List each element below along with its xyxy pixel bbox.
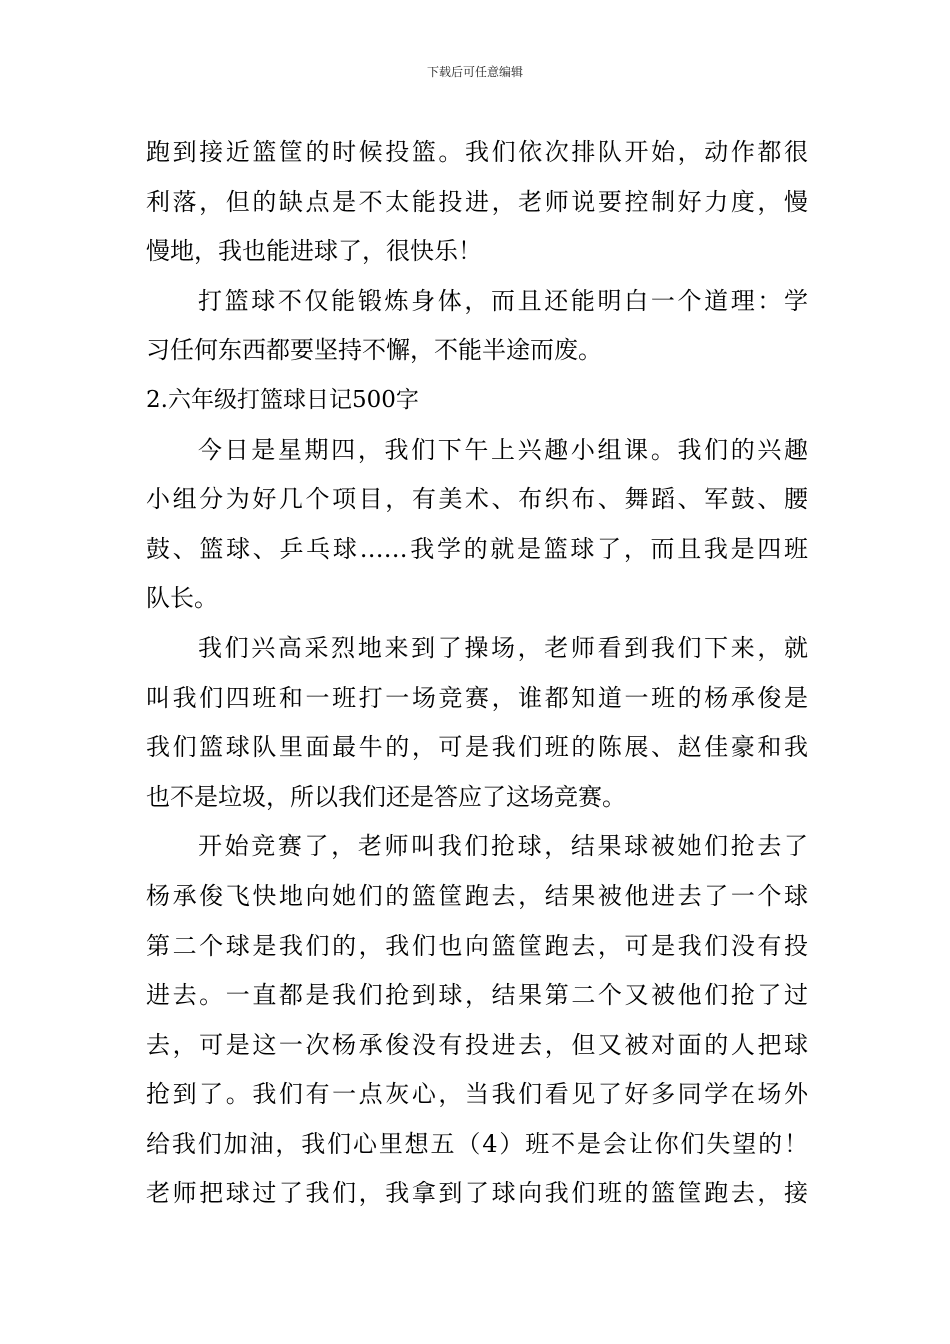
text-line: 老师把球过了我们，我拿到了球向我们班的篮筐跑去，接	[146, 1179, 808, 1208]
text-line: 队长。	[146, 584, 218, 613]
text-line: 打篮球不仅能锻炼身体，而且还能明白一个道理：学	[198, 286, 808, 315]
text-line: 给我们加油，我们心里想五（4）班不是会让你们失望的！	[146, 1129, 808, 1158]
text-line: 也不是垃圾，所以我们还是答应了这场竞赛。	[146, 782, 626, 811]
text-line: 开始竞赛了，老师叫我们抢球，结果球被她们抢去了	[198, 832, 808, 861]
text-line: 慢地，我也能进球了，很快乐！	[146, 237, 482, 266]
text-line: 抢到了。我们有一点灰心，当我们看见了好多同学在场外	[146, 1080, 808, 1109]
text-line: 今日是星期四，我们下午上兴趣小组课。我们的兴趣	[198, 435, 808, 464]
text-line: 第二个球是我们的，我们也向篮筐跑去，可是我们没有投	[146, 931, 808, 960]
text-line: 利落，但的缺点是不太能投进，老师说要控制好力度，慢	[146, 187, 808, 216]
text-line: 小组分为好几个项目，有美术、布织布、舞蹈、军鼓、腰	[146, 485, 808, 514]
text-line: 我们兴高采烈地来到了操场，老师看到我们下来，就	[198, 633, 808, 662]
text-line: 跑到接近篮筐的时候投篮。我们依次排队开始，动作都很	[146, 138, 808, 166]
text-line: 杨承俊飞快地向她们的篮筐跑去，结果被他进去了一个球	[146, 881, 808, 910]
section-heading: 2.六年级打篮球日记500字	[146, 386, 419, 413]
text-line: 我们篮球队里面最牛的，可是我们班的陈展、赵佳豪和我	[146, 733, 808, 762]
document-body	[146, 128, 808, 1219]
page-header: 下载后可任意编辑	[426, 65, 523, 79]
text-line: 鼓、篮球、乒乓球……我学的就是篮球了，而且我是四班	[146, 534, 808, 563]
text-line: 去，可是这一次杨承俊没有投进去，但又被对面的人把球	[146, 1030, 808, 1059]
text-line: 叫我们四班和一班打一场竞赛，谁都知道一班的杨承俊是	[146, 683, 808, 712]
text-line: 进去。一直都是我们抢到球，结果第二个又被他们抢了过	[146, 981, 808, 1010]
text-line: 习任何东西都要坚持不懈，不能半途而废。	[146, 336, 602, 365]
